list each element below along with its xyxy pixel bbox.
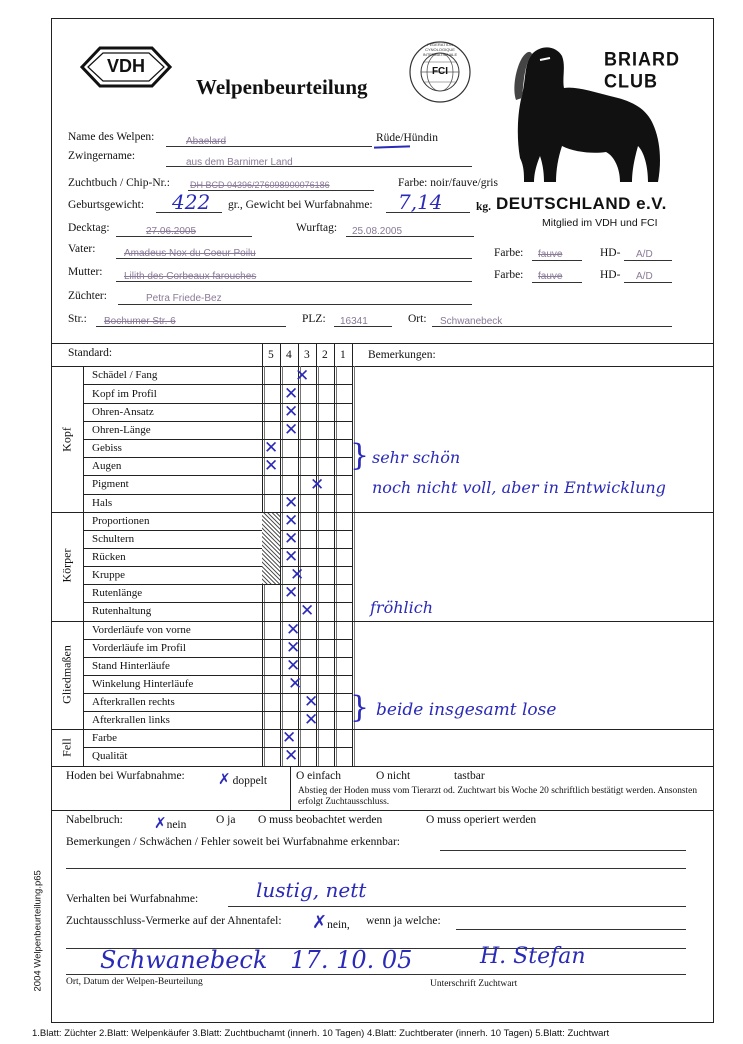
gr-label: gr., Gewicht bei Wurfabnahme: <box>228 199 373 211</box>
zuchtbuch-label: Zuchtbuch / Chip-Nr.: <box>68 177 170 189</box>
mark-checkbox[interactable]: ✕ <box>300 601 315 621</box>
fci-seal <box>408 40 472 104</box>
row-qualitaet: Qualität <box>92 750 128 762</box>
mark-checkbox[interactable]: ✕ <box>288 674 303 694</box>
remark-rutenhaltung[interactable]: fröhlich <box>370 598 434 617</box>
unterschrift-label: Unterschrift Zuchtwart <box>430 979 518 989</box>
grade-1: 1 <box>340 349 346 361</box>
mark-checkbox[interactable]: ✕ <box>304 692 319 712</box>
nabel-label: Nabelbruch: <box>66 814 123 826</box>
grade-4: 4 <box>286 349 292 361</box>
nabel-ja-option[interactable]: O ja <box>216 814 236 826</box>
mark-checkbox[interactable]: ✕ <box>290 565 305 585</box>
farbe-options-label: Farbe: noir/fauve/gris <box>398 177 498 189</box>
remark-pigment[interactable]: noch nicht voll, aber in Entwicklung <box>372 478 666 497</box>
brace-augen: } <box>350 438 370 473</box>
wurftag-label: Wurftag: <box>296 222 338 234</box>
hoden-nicht-option[interactable]: O nicht <box>376 770 411 782</box>
bemerkungen-header: Bemerkungen: <box>368 349 436 361</box>
ort-datum-value[interactable]: Schwanebeck 17. 10. 05 <box>100 946 413 974</box>
geburtsgewicht-label: Geburtsgewicht: <box>68 199 145 211</box>
row-winkelung: Winkelung Hinterläufe <box>92 678 194 690</box>
mark-checkbox[interactable]: ✕ <box>286 620 301 640</box>
mark-checkbox[interactable]: ✕ <box>284 420 299 440</box>
side-text: 2004 Welpenbeurteilung.p65 <box>32 870 44 992</box>
row-rutenlaenge: Rutenlänge <box>92 587 143 599</box>
mutter-label: Mutter: <box>68 266 103 278</box>
row-gebiss: Gebiss <box>92 442 122 454</box>
nabel-nein-label: nein <box>166 819 187 831</box>
vater-farbe-label: Farbe: <box>494 247 524 259</box>
remark-augen[interactable]: sehr schön <box>372 448 461 467</box>
vdh-logo-text: VDH <box>106 56 145 76</box>
row-schultern: Schultern <box>92 533 135 545</box>
vater-farbe-value[interactable]: fauve <box>538 249 563 260</box>
remark-afterkrallen[interactable]: beide insgesamt lose <box>376 700 557 720</box>
hoden-einfach-option[interactable]: O einfach <box>296 770 342 782</box>
hoden-doppelt-option[interactable] <box>218 770 267 789</box>
vater-label: Vater: <box>68 243 96 255</box>
mark-checkbox[interactable]: ✕ <box>284 402 299 422</box>
hatched-cell <box>262 513 280 584</box>
grade-5: 5 <box>268 349 274 361</box>
vdh-logo <box>80 46 172 88</box>
decktag-value[interactable]: 27.06.2005 <box>146 226 197 237</box>
nabel-beobachtet-option[interactable]: O muss beobachtet werden <box>258 814 383 826</box>
zuchtausschluss-nein-mark: ✗ <box>312 912 328 933</box>
mark-checkbox[interactable]: ✕ <box>284 384 299 404</box>
mark-checkbox[interactable]: ✕ <box>284 529 299 549</box>
row-hals: Hals <box>92 497 113 509</box>
mark-checkbox[interactable]: ✕ <box>295 366 310 386</box>
zwinger-label: Zwingername: <box>68 150 136 162</box>
wurftag-value[interactable]: 25.08.2005 <box>352 226 403 237</box>
kg-label: kg. <box>476 201 492 213</box>
mutter-farbe-label: Farbe: <box>494 269 524 281</box>
standard-label: Standard: <box>68 347 113 359</box>
fci-seal-text: FEDERATION CYNOLOGIQUE INTERNATIONALE <box>422 42 458 57</box>
zuchtausschluss-nein-label: nein, <box>327 919 350 931</box>
mark-checkbox[interactable]: ✕ <box>284 746 299 766</box>
group-gliedmassen: Gliedmaßen <box>59 645 74 704</box>
group-koerper: Körper <box>59 548 74 583</box>
nabel-nein-mark: ✗ <box>154 814 167 832</box>
group-fell: Fell <box>59 738 74 757</box>
club-name-top: BRIARD CLUB <box>604 48 680 92</box>
name-label: Name des Welpen: <box>68 131 155 143</box>
verhalten-label: Verhalten bei Wurfabnahme: <box>66 893 199 905</box>
row-vorderlaeufe-profil: Vorderläufe im Profil <box>92 642 186 654</box>
page-title: Welpenbeurteilung <box>196 75 368 99</box>
mark-checkbox[interactable]: ✕ <box>282 728 297 748</box>
hoden-label: Hoden bei Wurfabnahme: <box>66 770 185 782</box>
zuechter-label: Züchter: <box>68 290 107 302</box>
zuechter-value[interactable]: Petra Friede-Bez <box>146 293 222 304</box>
mark-checkbox[interactable]: ✕ <box>286 656 301 676</box>
gender-label[interactable]: Rüde/Hündin <box>376 132 438 144</box>
plz-value[interactable]: 16341 <box>340 316 368 327</box>
club-subtitle: Mitglied im VDH und FCI <box>542 217 658 229</box>
str-value[interactable]: Bochumer Str. 6 <box>104 316 176 327</box>
row-augen: Augen <box>92 460 122 472</box>
mark-checkbox[interactable]: ✕ <box>284 493 299 513</box>
nabel-operiert-option[interactable]: O muss operiert werden <box>426 814 537 826</box>
verhalten-value[interactable]: lustig, nett <box>256 878 367 902</box>
grade-3: 3 <box>304 349 310 361</box>
row-afterkrallen-rechts: Afterkrallen rechts <box>92 696 175 708</box>
row-proportionen: Proportionen <box>92 515 150 527</box>
row-kopf-profil: Kopf im Profil <box>92 388 157 400</box>
vater-hd-value[interactable]: A/D <box>636 249 653 260</box>
row-ohren-laenge: Ohren-Länge <box>92 424 151 436</box>
zuchtbuch-value[interactable]: DH BCD 04396/276098900076186 <box>190 180 330 190</box>
mutter-value[interactable]: Lilith des Corbeaux farouches <box>124 271 257 282</box>
zuchtausschluss-label: Zuchtausschluss-Vermerke auf der Ahnentafel: <box>66 915 282 927</box>
brace-afterkrallen: } <box>350 690 370 725</box>
mark-checkbox[interactable]: ✕ <box>264 438 279 458</box>
wurfabnahme-weight-value[interactable]: 7,14 <box>398 190 443 214</box>
mutter-hd-label: HD- <box>600 269 621 281</box>
row-pigment: Pigment <box>92 478 129 490</box>
hoden-doppelt-mark: ✗ <box>218 770 231 788</box>
bemerkungen-label: Bemerkungen / Schwächen / Fehler soweit bei Wurfabnahme erkennbar: <box>66 836 400 848</box>
mark-checkbox[interactable]: ✕ <box>284 511 299 531</box>
mark-checkbox[interactable]: ✕ <box>284 547 299 567</box>
club-name-bottom: DEUTSCHLAND e.V. <box>496 194 667 213</box>
row-rutenhaltung: Rutenhaltung <box>92 605 152 617</box>
row-ohren-ansatz: Ohren-Ansatz <box>92 406 154 418</box>
row-kruppe: Kruppe <box>92 569 125 581</box>
mark-checkbox[interactable]: ✕ <box>310 475 325 495</box>
mark-checkbox[interactable]: ✕ <box>264 456 279 476</box>
geburtsgewicht-value[interactable]: 422 <box>172 190 211 214</box>
zuchtausschluss-welche-label: wenn ja welche: <box>366 915 441 927</box>
ort-value[interactable]: Schwanebeck <box>440 316 503 327</box>
row-stand-hinterlaeufe: Stand Hinterläufe <box>92 660 170 672</box>
group-kopf: Kopf <box>59 427 74 452</box>
row-ruecken: Rücken <box>92 551 126 563</box>
signature[interactable]: H. Stefan <box>480 944 586 969</box>
ort-label: Ort: <box>408 313 427 325</box>
row-farbe: Farbe <box>92 732 118 744</box>
vater-value[interactable]: Amadeus Nox du Coeur Poilu <box>124 248 256 259</box>
mark-checkbox[interactable]: ✕ <box>286 638 301 658</box>
plz-label: PLZ: <box>302 313 326 325</box>
zuchtausschluss-nein-option[interactable] <box>312 912 350 933</box>
row-afterkrallen-links: Afterkrallen links <box>92 714 170 726</box>
mark-checkbox[interactable]: ✕ <box>304 710 319 730</box>
grade-2: 2 <box>322 349 328 361</box>
distribution-footer: 1.Blatt: Züchter 2.Blatt: Welpenkäufer 3.Blatt: Zuchtbuchamt (innerh. 10 Tagen) 4.Blatt: Zuchtberater (innerh. 10 Tagen) 5.Blatt: Zuchtwart <box>32 1028 610 1039</box>
mutter-hd-value[interactable]: A/D <box>636 271 653 282</box>
row-schaedel: Schädel / Fang <box>92 369 158 381</box>
name-value[interactable]: Abaelard <box>186 136 227 147</box>
hoden-tastbar-label: tastbar <box>454 770 485 782</box>
mark-checkbox[interactable]: ✕ <box>284 583 299 603</box>
hoden-note: Abstieg der Hoden muss vom Tierarzt od. Zuchtwart bis Woche 20 schriftlich bestätigt werden. Ansonsten erfolgt Zuchtausschluss. <box>298 786 698 807</box>
zwinger-value[interactable]: aus dem Barnimer Land <box>186 157 293 168</box>
str-label: Str.: <box>68 313 87 325</box>
fci-abbrev: FCI <box>431 66 449 77</box>
nabel-nein-option[interactable] <box>154 814 186 833</box>
ort-datum-label: Ort, Datum der Welpen-Beurteilung <box>66 977 203 987</box>
row-vorderlaeufe-vorne: Vorderläufe von vorne <box>92 624 191 636</box>
hoden-doppelt-label: doppelt <box>232 775 268 787</box>
mutter-farbe-value[interactable]: fauve <box>538 271 563 282</box>
vater-hd-label: HD- <box>600 247 621 259</box>
decktag-label: Decktag: <box>68 222 110 234</box>
